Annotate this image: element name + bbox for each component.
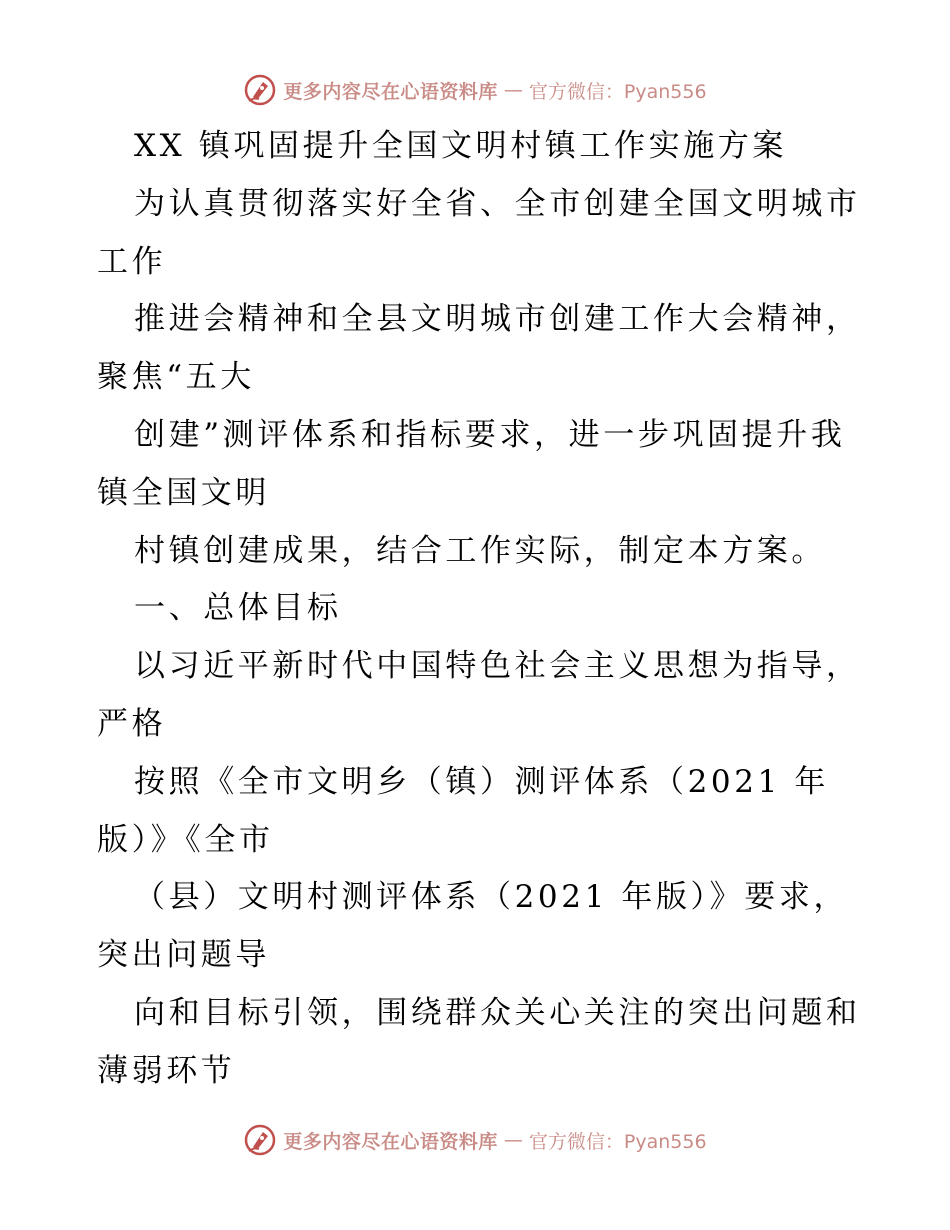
document-line: 创建”测评体系和指标要求，进一步巩固提升我 xyxy=(134,416,846,453)
document-title: XX 镇巩固提升全国文明村镇工作实施方案 xyxy=(134,128,787,164)
document-line: 严格 xyxy=(97,705,167,742)
document-line: 为认真贯彻落实好全省、全市创建全国文明城市 xyxy=(134,185,861,222)
document-line: 突出问题导 xyxy=(97,937,270,974)
header-watermark xyxy=(0,70,950,110)
document-line: （县）文明村测评体系（2021 年版）》要求， xyxy=(134,879,849,916)
document-line: 按照《全市文明乡（镇）测评体系（2021 年 xyxy=(134,763,829,800)
document-line: 村镇创建成果，结合工作实际，制定本方案。 xyxy=(134,532,826,569)
pen-nib-logo-icon xyxy=(243,1123,277,1157)
watermark-separator: — xyxy=(503,1129,523,1151)
document-line: 镇全国文明 xyxy=(97,474,270,511)
document-line: 聚焦“五大 xyxy=(97,359,255,396)
watermark-contact: 官方微信：Pyan556 xyxy=(528,80,707,103)
document-line: 一、总体目标 xyxy=(134,590,342,627)
footer-watermark xyxy=(0,1120,950,1160)
document-line: 推进会精神和全县文明城市创建工作大会精神， xyxy=(134,301,861,338)
document-line: 向和目标引领，围绕群众关心关注的突出问题和 xyxy=(134,994,861,1031)
document-body xyxy=(97,118,867,1101)
document-line: 薄弱环节 xyxy=(97,1052,236,1089)
watermark-text: 更多内容尽在心语资料库 xyxy=(283,1130,498,1153)
document-line: 版）》《全市 xyxy=(97,821,274,858)
watermark-contact: 官方微信：Pyan556 xyxy=(528,1130,707,1153)
document-line: 工作 xyxy=(97,243,167,280)
watermark-text: 更多内容尽在心语资料库 xyxy=(283,80,498,103)
document-line: 以习近平新时代中国特色社会主义思想为指导， xyxy=(134,648,861,685)
pen-nib-logo-icon xyxy=(243,73,277,107)
watermark-separator: — xyxy=(503,79,523,101)
